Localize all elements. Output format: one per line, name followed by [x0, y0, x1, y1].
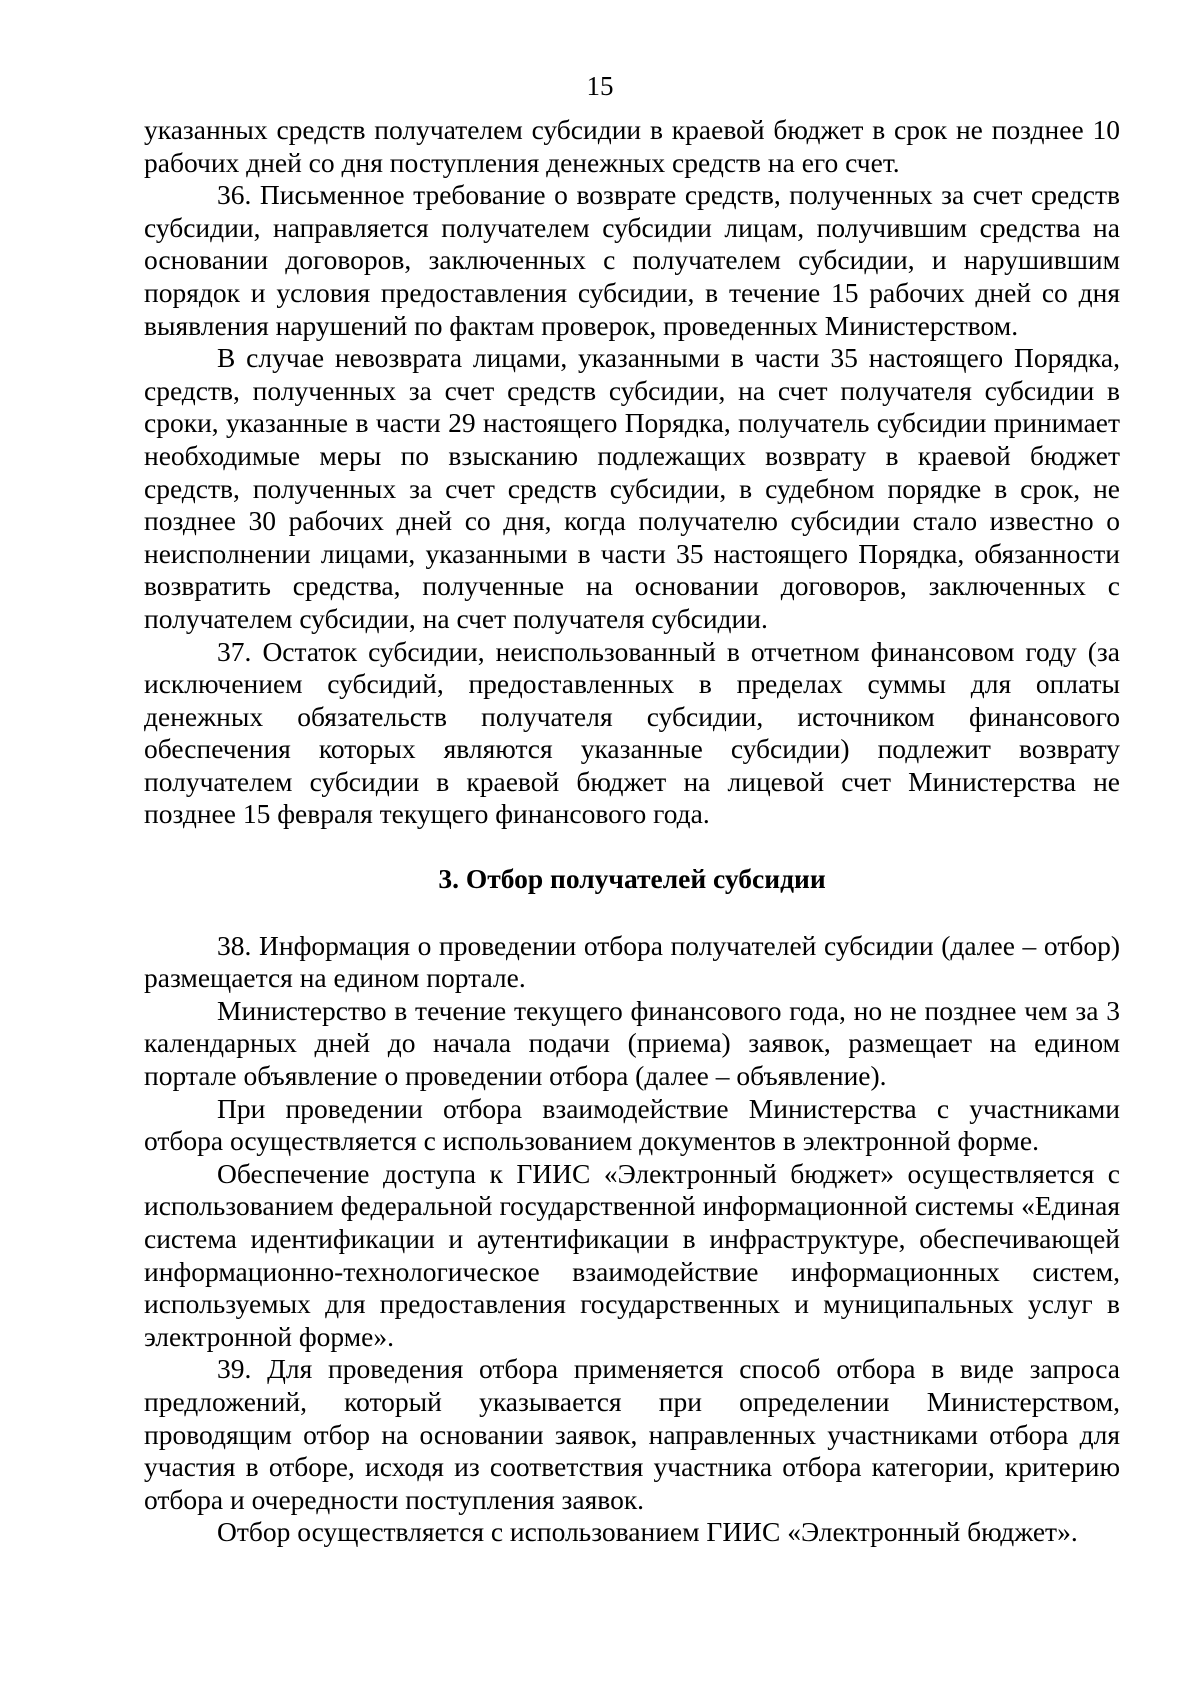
paragraphs-top: [144, 114, 1120, 831]
paragraph: 36. Письменное требование о возврате средств, полученных за счет средств субсидии, направляется получателем субсидии лицам, получившим средства на основании договоров, заключенных с получателем субсидии, и нарушившим порядок и условия предоставления субсидии, в течение 15 рабочих дней со дня выявления нарушений по фактам проверок, проведенных Министерством.: [144, 179, 1120, 341]
paragraph: 37. Остаток субсидии, неиспользованный в отчетном финансовом году (за исключением субсидий, предоставленных в пределах суммы для оплаты денежных обязательств получателя субсидии, источником финансового обеспечения которых являются указанные субсидии) подлежит возврату получателем субсидии в краевой бюджет на лицевой счет Министерства не позднее 15 февраля текущего финансового года.: [144, 635, 1120, 830]
document-body: [144, 114, 1120, 1549]
paragraphs-bottom: [144, 930, 1120, 1549]
paragraph: указанных средств получателем субсидии в краевой бюджет в срок не позднее 10 рабочих дней со дня поступления денежных средств на его счет.: [144, 114, 1120, 178]
paragraph: 38. Информация о проведении отбора получателей субсидии (далее – отбор) размещается на едином портале.: [144, 929, 1120, 994]
paragraph: Обеспечение доступа к ГИИС «Электронный бюджет» осуществляется с использованием федеральной государственной информационной системы «Единая система идентификации и аутентификации в инфраструктуре, обеспечивающей информационно-технологическое взаимодействие информационных систем, используемых для предоставления государственных и муниципальных услуг в электронной форме».: [144, 1157, 1120, 1352]
paragraph: 39. Для проведения отбора применяется способ отбора в виде запроса предложений, который указывается при определении Министерством, проводящим отбор на основании заявок, направленных участниками отбора для участия в отборе, исходя из соответствия участника отбора категории, критерию отбора и очередности поступления заявок.: [144, 1353, 1120, 1515]
paragraph: Отбор осуществляется с использованием ГИИС «Электронный бюджет».: [217, 1516, 1078, 1548]
paragraph: В случае невозврата лицами, указанными в части 35 настоящего Порядка, средств, полученных за счет средств субсидии, на счет получателя субсидии в сроки, указанные в части 29 настоящего Порядка, получатель субсидии принимает необходимые меры по взысканию подлежащих возврату в краевой бюджет средств, полученных за счет средств субсидии, в судебном порядке в срок, не позднее 30 рабочих дней со дня, когда получателю субсидии стало известно о неисполнении лицами, указанными в части 35 настоящего Порядка, обязанности возвратить средства, полученные на основании договоров, заключенных с получателем субсидии, на счет получателя субсидии.: [144, 342, 1120, 634]
paragraph: При проведении отбора взаимодействие Министерства с участниками отбора осуществляется с использованием документов в электронной форме.: [144, 1092, 1120, 1157]
page-number: 15: [586, 71, 614, 101]
paragraph: Министерство в течение текущего финансового года, но не позднее чем за 3 календарных дней до начала подачи (приема) заявок, размещает на едином портале объявление о проведении отбора (далее – объявление).: [144, 994, 1120, 1092]
section-heading: 3. Отбор получателей субсидии: [438, 863, 826, 895]
